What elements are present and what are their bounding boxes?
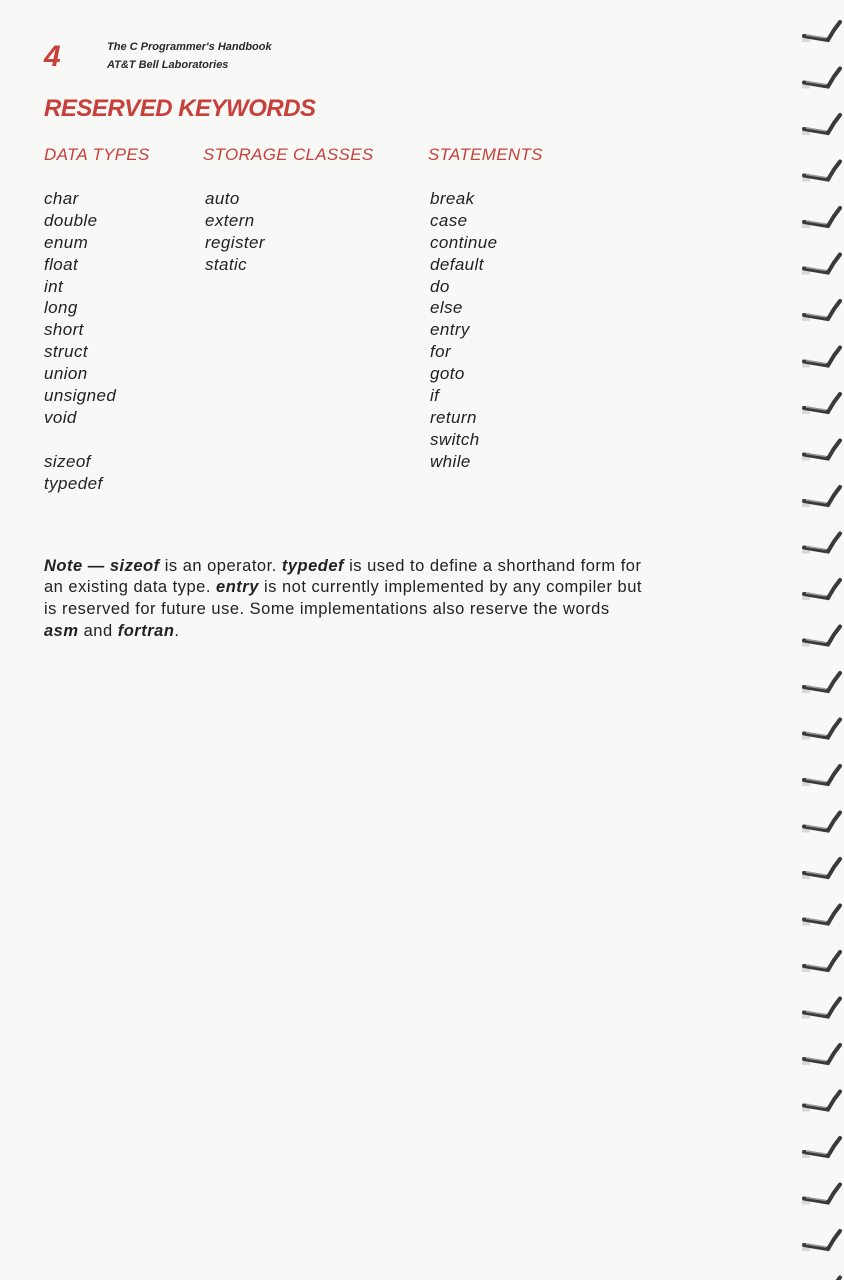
keyword: extern [205, 210, 255, 230]
column-header-statements: STATEMENTS [428, 145, 543, 164]
spiral-coil [802, 487, 840, 507]
spiral-binding [798, 0, 844, 1280]
keyword: return [430, 407, 477, 427]
keyword: struct [44, 342, 88, 362]
spiral-coil [802, 766, 840, 786]
spiral-coil [802, 952, 840, 972]
spiral-coil [802, 255, 840, 275]
keyword: default [430, 254, 484, 274]
spiral-coil [802, 1231, 840, 1251]
note-label: Note — [44, 556, 105, 575]
keyword: long [44, 298, 78, 318]
keyword-asm: asm [44, 621, 79, 640]
spiral-coil [802, 534, 840, 554]
column-header-data-types: DATA TYPES [44, 145, 150, 164]
keyword: register [205, 232, 265, 252]
spiral-coil [802, 301, 840, 321]
page-number: 4 [44, 40, 61, 73]
spiral-coil [802, 441, 840, 461]
spiral-coil [802, 1138, 840, 1158]
keyword: short [44, 320, 84, 340]
publisher: AT&T Bell Laboratories [107, 59, 229, 71]
keyword: sizeof [44, 451, 91, 471]
book-info [107, 38, 272, 74]
note-text: is used to define a shorthand form for an existing data type. [44, 556, 642, 597]
keyword: enum [44, 232, 89, 252]
spiral-coil [802, 394, 840, 414]
keyword: static [205, 254, 248, 274]
note-paragraph [44, 556, 644, 643]
column-data-types [44, 188, 116, 494]
keyword: switch [430, 429, 480, 449]
spiral-coil [802, 859, 840, 879]
spiral-coil [802, 813, 840, 833]
keyword: union [44, 364, 88, 384]
spiral-coil [802, 208, 840, 228]
spiral-coil [802, 999, 840, 1019]
keyword: case [430, 210, 468, 230]
spiral-coil [802, 1185, 840, 1205]
keyword: break [430, 189, 475, 208]
spiral-coil [802, 1092, 840, 1112]
note-text: and [78, 621, 118, 640]
keyword: while [430, 451, 471, 471]
keyword: auto [205, 189, 240, 208]
spiral-coil [802, 720, 840, 740]
spiral-coil [802, 115, 840, 135]
column-header-storage-classes: STORAGE CLASSES [203, 145, 374, 164]
spiral-coil [802, 627, 840, 647]
keyword: char [44, 189, 79, 208]
keyword-sizeof: sizeof [109, 556, 160, 575]
section-title: RESERVED KEYWORDS [44, 95, 316, 122]
keyword: do [430, 276, 450, 296]
spiral-coil [802, 673, 840, 693]
spiral-coil [802, 162, 840, 182]
keyword: double [44, 210, 98, 230]
spiral-coil [802, 1045, 840, 1065]
column-storage-classes [205, 188, 265, 276]
note-text: is not currently implemented by any compiler but is reserved for future use. Some implementations also reserve the words [44, 578, 642, 619]
keyword-fortran: fortran [117, 621, 175, 640]
keyword: typedef [44, 473, 103, 493]
spiral-coil [802, 906, 840, 926]
spiral-coil [802, 580, 840, 600]
book-title: The C Programmer's Handbook [107, 41, 272, 53]
note-text: . [174, 621, 180, 640]
keyword: if [430, 386, 440, 406]
keyword: float [44, 254, 79, 274]
spiral-coil [802, 22, 840, 42]
keyword-typedef: typedef [281, 556, 345, 575]
spiral-coil [802, 348, 840, 368]
note-text: is an operator. [159, 556, 282, 575]
keyword: void [44, 407, 77, 427]
keyword-entry: entry [216, 578, 259, 597]
keyword: unsigned [44, 386, 117, 406]
keyword: goto [430, 364, 465, 384]
keyword: entry [430, 320, 470, 340]
spacer [44, 429, 116, 451]
keyword: else [430, 298, 463, 318]
spiral-coil [802, 69, 840, 89]
keyword: int [44, 276, 64, 296]
column-statements [430, 188, 497, 473]
keyword: continue [430, 232, 498, 252]
keyword: for [430, 342, 452, 362]
